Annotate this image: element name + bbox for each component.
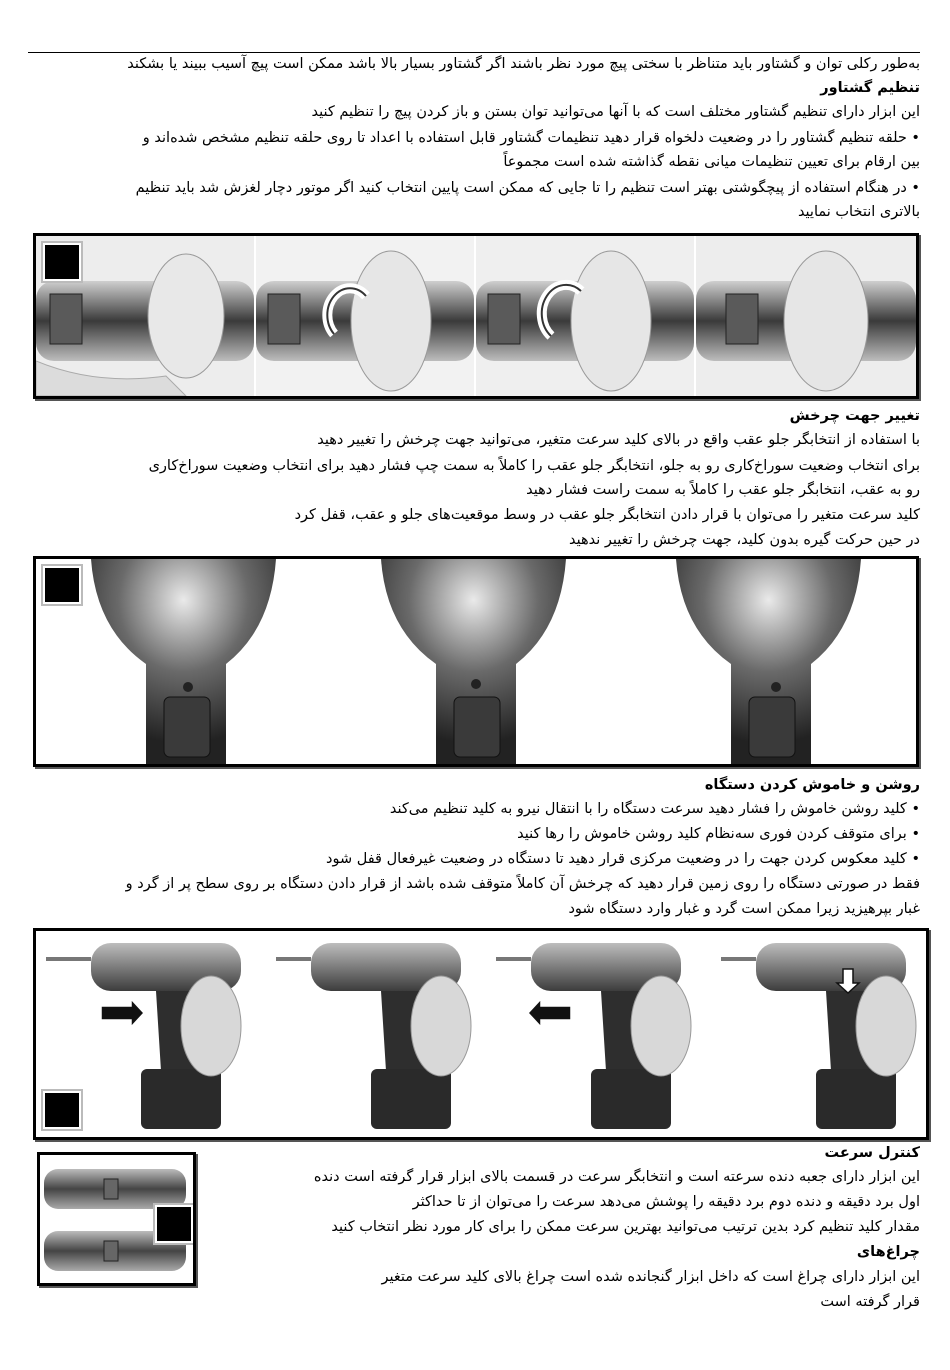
direction-figure bbox=[33, 556, 919, 767]
light-line-1: این ابزار دارای چراغ است که داخل ابزار گنجانده شده است چراغ بالای کلید سرعت متغیر bbox=[381, 1269, 920, 1285]
speed-line-1: این ابزار دارای جعبه دنده سرعته است و انتخابگر سرعت در قسمت بالای ابزار قرار گرفته است دنده bbox=[313, 1169, 920, 1185]
torque-line-2: • حلقه تنظیم گشتاور را در وضعیت دلخواه قرار دهید تنظیمات گشتاور قابل استفاده با اعداد تا روی حلقه تنظیم مشخص شده‌اند و bbox=[142, 130, 920, 146]
onoff-figure bbox=[33, 928, 929, 1140]
onoff-line-2: • برای متوقف کردن فوری سه‌نظام کلید روشن خاموش را رها کنید bbox=[517, 826, 920, 842]
direction-line-3: رو به عقب، انتخابگر جلو عقب را کاملاً به سمت راست فشار دهید bbox=[526, 482, 920, 498]
light-line-2: قرار گرفته است bbox=[820, 1294, 920, 1310]
direction-line-1: با استفاده از انتخابگر جلو عقب واقع در بالای کلید سرعت متغیر، می‌توانید جهت چرخش را تغییر دهید bbox=[317, 432, 920, 448]
torque-title: تنظیم گشتاور bbox=[820, 80, 920, 96]
light-title: چراغ‌های bbox=[856, 1244, 920, 1260]
torque-photo-3 bbox=[476, 236, 694, 396]
onoff-line-3: • کلید معکوس کردن جهت را در وضعیت مرکزی قرار دهید تا دستگاه در وضعیت غیرفعال قفل شود bbox=[326, 851, 920, 867]
direction-photo-reverse bbox=[676, 559, 861, 764]
torque-line-1: این ابزار دارای تنظیم گشتاور مختلف است که با آنها می‌توانید توان بستن و باز کردن پیچ را تنظیم کنید bbox=[311, 104, 920, 120]
torque-line-3: بین ارقام برای تعیین تنظیمات میانی نقطه گذاشته شده است مجموعاً bbox=[503, 154, 920, 170]
direction-figure-badge bbox=[43, 566, 81, 604]
speed-figure bbox=[37, 1152, 196, 1286]
direction-photo-center bbox=[381, 559, 566, 764]
onoff-photo-2 bbox=[276, 943, 471, 1129]
torque-photo-2 bbox=[256, 236, 474, 396]
direction-line-2: برای انتخاب وضعیت سوراخ‌کاری رو به جلو، انتخابگر جلو عقب را کاملاً به سمت چپ فشار دهید برای انتخاب وضعیت سوراخ‌کاری bbox=[148, 458, 920, 474]
onoff-line-4: فقط در صورتی دستگاه را روی زمین قرار دهید که چرخش آن کاملاً متوقف شده باشد از قرار دادن دستگاه بر روی سطح پر از گرد و bbox=[125, 876, 920, 892]
onoff-line-1: • کلید روشن خاموش را فشار دهید سرعت دستگاه را با انتقال نیرو به کلید تنظیم می‌کند bbox=[389, 801, 920, 817]
speed-photo-gear-1 bbox=[44, 1169, 186, 1209]
onoff-figure-badge bbox=[43, 1091, 81, 1129]
direction-title: تغییر جهت چرخش bbox=[789, 408, 920, 424]
torque-line-4: • در هنگام استفاده از پیچگوشتی بهتر است تنظیم را تا جایی که ممکن است پایین انتخاب کنید اگر موتور دچار لغزش شد باید تنظیم bbox=[135, 180, 920, 196]
speed-line-3: مقدار کلید تنظیم کرد بدین ترتیب می‌توانید بهترین سرعت ممکن را برای کار مورد نظر انتخاب کنید bbox=[331, 1219, 920, 1235]
torque-figure bbox=[33, 233, 919, 399]
onoff-title: روشن و خاموش کردن دستگاه bbox=[704, 777, 920, 793]
torque-line-5: بالاتری انتخاب نمایید bbox=[797, 204, 920, 220]
intro-line: به‌طور رکلی توان و گشتاور باید متناظر با سختی پیچ مورد نظر باشند اگر گشتاور بسیار بالا باشد ممکن است پیچ آسیب ببیند یا بشکند bbox=[127, 56, 920, 72]
onoff-photo-4 bbox=[721, 943, 916, 1129]
torque-figure-badge bbox=[43, 243, 81, 281]
direction-photo-forward bbox=[91, 559, 276, 764]
speed-title: کنترل سرعت bbox=[824, 1145, 920, 1161]
speed-figure-badge bbox=[155, 1205, 193, 1243]
onoff-photo-3 bbox=[496, 943, 691, 1129]
direction-line-5: در حین حرکت گیره بدون کلید، جهت چرخش را تغییر ندهید bbox=[569, 532, 920, 548]
torque-photo-4 bbox=[696, 236, 916, 396]
direction-line-4: کلید سرعت متغیر را می‌توان با قرار دادن انتخابگر جلو عقب در وسط موقعیت‌های جلو و عقب، قفل کرد bbox=[294, 507, 920, 523]
onoff-line-5: غبار بپرهیزید زیرا ممکن است گرد و غبار وارد دستگاه شود bbox=[568, 901, 920, 917]
speed-line-2: اول برد دقیقه و دنده دوم برد دقیقه را پوشش می‌دهد سرعت را می‌توان از تا حداکثر bbox=[412, 1194, 920, 1210]
